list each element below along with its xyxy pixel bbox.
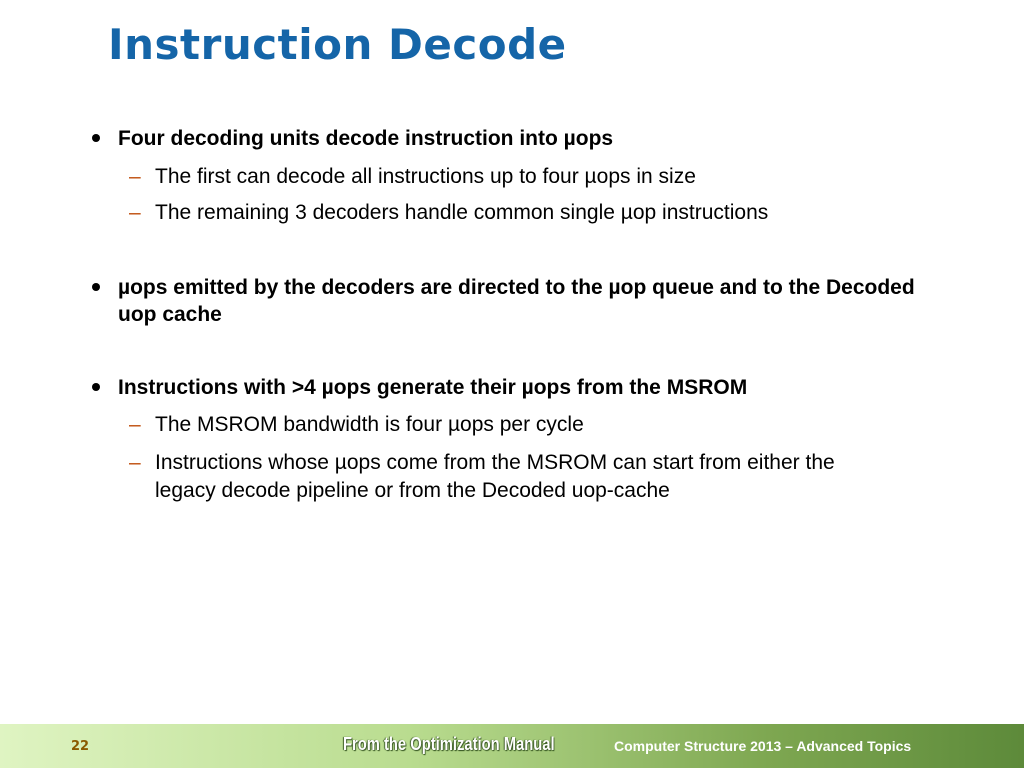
course-title: Computer Structure 2013 – Advanced Topics [614,738,912,754]
footer-bar [0,724,1024,768]
page-number: 22 [71,739,90,754]
sub-bullet-first-decoder [129,163,935,191]
bullet-text: Four decoding units decode instruction into µops [118,127,614,150]
bullet-decoding-units [118,125,918,152]
bullet-dot-icon [92,134,100,142]
sub-bullet-remaining-decoders [129,199,935,227]
bullet-dot-icon [92,383,100,391]
bullet-text: µops emitted by the decoders are directed to the µop queue and to the Decoded uop cache [118,276,915,326]
dash-icon: – [129,451,141,474]
sub-bullet-msrom-bandwidth [129,411,935,439]
sub-bullet-text: The MSROM bandwidth is four µops per cycle [155,413,584,436]
slide-title: Instruction Decode [108,20,567,69]
bullet-msrom [118,374,918,401]
sub-bullet-msrom-start [129,449,895,505]
bullet-text: Instructions with >4 µops generate their µops from the MSROM [118,376,748,399]
dash-icon: – [129,165,141,188]
bullet-uops-emitted [118,274,918,328]
bullet-dot-icon [92,283,100,291]
sub-bullet-text: The first can decode all instructions up to four µops in size [155,165,696,188]
dash-icon: – [129,413,141,436]
sub-bullet-text: Instructions whose µops come from the MSROM can start from either the legacy decode pipeline or from the Decoded uop-cache [155,451,835,502]
source-note: From the Optimization Manual [343,734,555,754]
sub-bullet-text: The remaining 3 decoders handle common single µop instructions [155,201,769,224]
dash-icon: – [129,201,141,224]
